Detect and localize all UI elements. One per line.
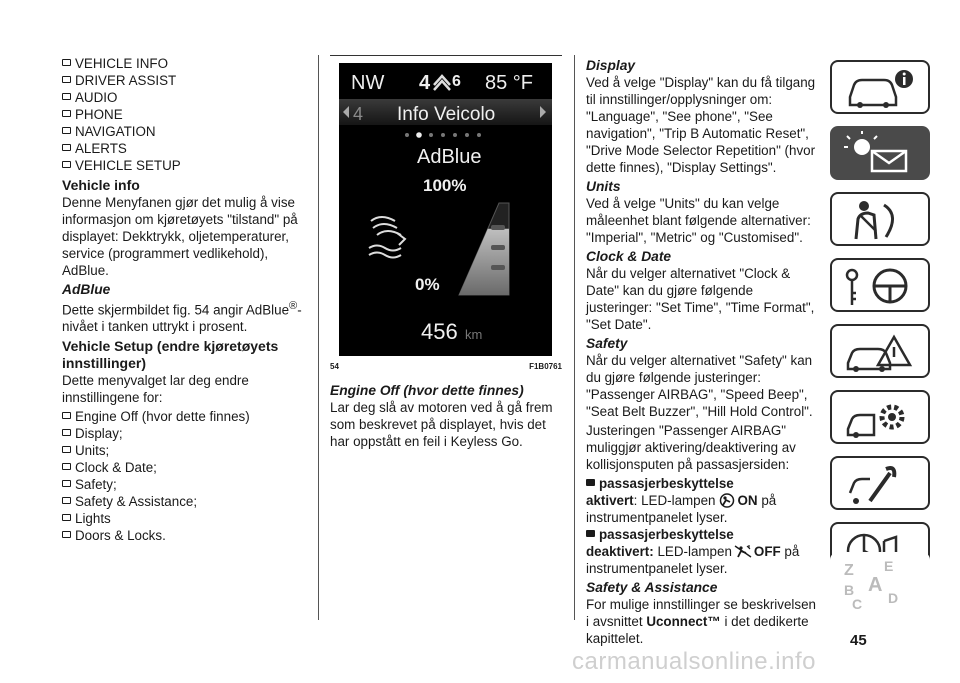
bullet-box-icon	[62, 59, 71, 66]
clock-text: Når du velger alternativet "Clock & Date" kan du gjøre følgende justeringer: "Set Time", "Time Format", "Set Date".	[586, 266, 815, 332]
chapter-tab-maintenance[interactable]	[830, 390, 930, 444]
level-empty-label: 0%	[415, 275, 440, 294]
range-unit: km	[465, 327, 483, 342]
cluster-display	[339, 63, 552, 356]
menu-list	[62, 55, 312, 174]
safety-assistance-heading: Safety & Assistance	[586, 580, 718, 595]
airbag-on-icon	[718, 493, 736, 508]
figure-code: F1B0761	[529, 362, 562, 371]
setup-item: Units;	[62, 442, 312, 459]
engine-off-heading: Engine Off (hvor dette finnes)	[330, 383, 524, 398]
chapter-tab-index[interactable]	[830, 552, 930, 611]
setup-item: Safety;	[62, 476, 312, 493]
chapter-tab-safety[interactable]	[830, 192, 930, 246]
safety-text: Når du velger alternativet "Safety" kan du gjøre følgende justeringer: "Passenger AIRBAG", "Speed Beep", "Seat Belt Buzzer", "Hill Hold Control".	[586, 353, 813, 419]
next-gear: 6	[452, 73, 461, 90]
setup-item: Doors & Locks.	[62, 527, 312, 544]
outside-temperature: 85 °F	[485, 72, 534, 94]
airbag-off-item: passasjerbeskyttelse deaktivert: LED-lampen OFF på instrumentpanelet lyser.	[586, 527, 800, 576]
figure-number: 54	[330, 362, 339, 371]
watermark: carmanualsonline.info	[572, 648, 816, 675]
engine-off-text: Lar deg slå av motoren ved å gå frem som beskrevet på displayet, hvis det har oppstått en feil i Keyless Go.	[330, 400, 553, 449]
level-full-label: 100%	[423, 176, 467, 195]
bullet-box-icon	[62, 514, 71, 521]
svg-text:B: B	[844, 582, 855, 598]
bullet-box-icon	[62, 161, 71, 168]
svg-text:E: E	[884, 558, 894, 574]
figure-top-rule	[330, 55, 562, 56]
adblue-heading: AdBlue	[62, 282, 111, 297]
bullet-box-icon	[62, 497, 71, 504]
safety-airbag-text: Justeringen "Passenger AIRBAG" muliggjør aktivering/deaktivering av kollisjonsputen på passasjersiden:	[586, 423, 796, 472]
gear-indicator: 4	[419, 72, 431, 94]
seatbelt-icon	[840, 197, 920, 243]
engine-off-section	[330, 380, 562, 452]
key-steering-wheel-icon	[840, 263, 920, 309]
setup-item: Lights	[62, 510, 312, 527]
chapter-tab-warnings[interactable]	[830, 126, 930, 180]
column-divider	[318, 55, 319, 620]
setup-item: Display;	[62, 425, 312, 442]
bullet-box-icon	[62, 93, 71, 100]
chapter-tab-vehicle-info[interactable]	[830, 60, 930, 114]
display-heading: Display	[586, 58, 636, 73]
setup-item: Engine Off (hvor dette finnes)	[62, 408, 312, 425]
menu-item: NAVIGATION	[62, 123, 312, 140]
menu-item: VEHICLE INFO	[62, 55, 312, 72]
menu-item: PHONE	[62, 106, 312, 123]
svg-text:A: A	[868, 574, 883, 596]
bullet-box-icon	[586, 479, 595, 486]
compass-readout: NW	[351, 72, 385, 94]
vehicle-setup-text: Dette menyvalget lar deg endre innstillingene for:	[62, 373, 249, 406]
bullet-box-icon	[62, 463, 71, 470]
page-number: 45	[850, 632, 867, 649]
car-warning-icon	[840, 329, 920, 375]
screen-title: Info Veicolo	[397, 104, 496, 125]
bullet-box-icon	[62, 127, 71, 134]
menu-item: ALERTS	[62, 140, 312, 157]
menu-page-number: 4	[353, 104, 364, 124]
menu-item: AUDIO	[62, 89, 312, 106]
bullet-box-icon	[62, 144, 71, 151]
bullet-box-icon	[586, 530, 595, 537]
airbag-on-item: passasjerbeskyttelse aktivert : LED-lampen ON på instrumentpanelet lyser.	[586, 476, 777, 525]
bullet-box-icon	[62, 531, 71, 538]
left-column	[62, 55, 312, 544]
display-text: Ved å velge "Display" kan du få tilgang til innstillinger/opplysninger om: "Language", "See phone", "See navigation", "Trip B Automatic Reset", "Drive Mode Selector Repetition" (hvor dette finnes), "Display Settings".	[586, 75, 816, 175]
bullet-box-icon	[62, 446, 71, 453]
alphabetical-index-icon	[838, 555, 928, 611]
setup-item: Safety & Assistance;	[62, 493, 312, 510]
menu-item: DRIVER ASSIST	[62, 72, 312, 89]
column-divider	[574, 55, 575, 620]
menu-item: VEHICLE SETUP	[62, 157, 312, 174]
units-heading: Units	[586, 179, 621, 194]
instrument-display-figure	[339, 63, 552, 356]
svg-text:D: D	[888, 590, 899, 606]
car-gear-icon	[840, 395, 920, 441]
chapter-tab-driving[interactable]	[830, 258, 930, 312]
bullet-box-icon	[62, 412, 71, 419]
clock-heading: Clock & Date	[586, 249, 672, 264]
car-info-icon	[840, 65, 920, 111]
chapter-tab-emergency[interactable]	[830, 324, 930, 378]
svg-text:Z: Z	[844, 562, 854, 579]
setup-item: Clock & Date;	[62, 459, 312, 476]
setup-list	[62, 408, 312, 544]
svg-text:C: C	[852, 596, 863, 611]
bullet-box-icon	[62, 110, 71, 117]
bullet-box-icon	[62, 480, 71, 487]
wrench-car-icon	[840, 461, 920, 507]
bullet-box-icon	[62, 429, 71, 436]
safety-heading: Safety	[586, 336, 628, 351]
range-value: 456	[421, 319, 458, 344]
adblue-text: Dette skjermbildet fig. 54 angir AdBlue®-nivået i tanken uttrykt i prosent.	[62, 300, 302, 335]
adblue-label: AdBlue	[417, 146, 482, 168]
units-text: Ved å velge "Units" du kan velge måleenhet blant følgende alternativer: "Imperial", "Metric" og "Customised".	[586, 196, 811, 245]
vehicle-info-heading: Vehicle info	[62, 177, 140, 193]
figure-caption	[330, 362, 562, 371]
vehicle-setup-heading: Vehicle Setup (endre kjøretøyets innstillinger)	[62, 338, 279, 372]
chapter-tab-technical-data[interactable]	[830, 456, 930, 510]
right-column	[586, 55, 822, 649]
vehicle-info-text: Denne Menyfanen gjør det mulig å vise informasjon om kjøretøyets "tilstand" på displayet: Dekktrykk, oljetemperaturer, service (programmert vedlikehold), AdBlue.	[62, 195, 298, 278]
bullet-box-icon	[62, 76, 71, 83]
airbag-off-icon	[734, 544, 752, 559]
safety-assistance-text: For mulige innstillinger se beskrivelsen i avsnittet Uconnect™ i det dedikerte kapittelet.	[586, 597, 816, 646]
warning-light-message-icon	[840, 131, 920, 177]
